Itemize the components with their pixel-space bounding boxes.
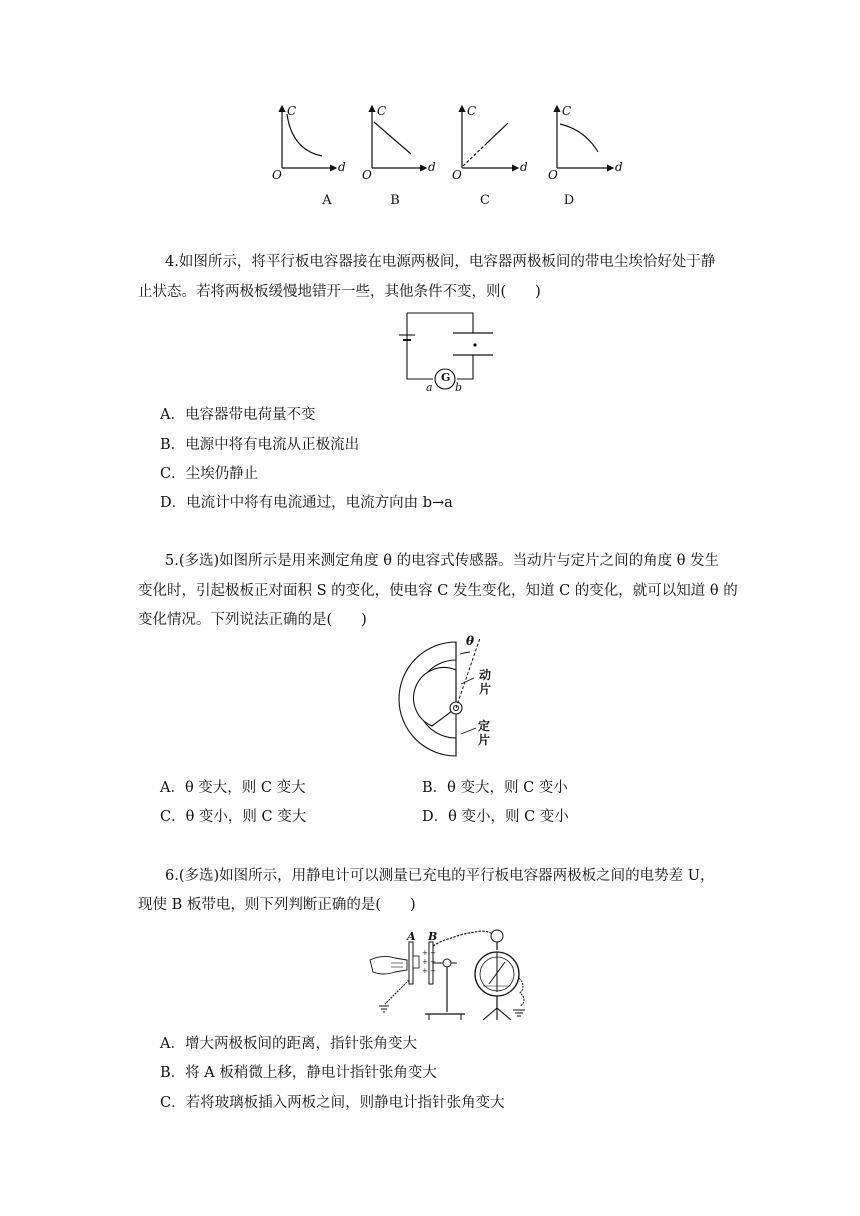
q5-sensor-figure [398, 634, 508, 764]
q6-stem-line-1: 6.(多选)如图所示，用静电计可以测量已充电的平行板电容器两极板之间的电势差 U， [165, 868, 715, 884]
graph-a-origin: O [272, 168, 282, 182]
graph-b-y-label: C [377, 104, 387, 118]
graph-c-x-label: d [520, 160, 528, 174]
fixed-plate-label-1: 定 [478, 719, 491, 733]
q4-option-d[interactable]: D．电流计中将有电流通过，电流方向由 b→a [160, 495, 453, 511]
graph-d-origin: O [548, 168, 558, 182]
theta-label: θ [466, 634, 475, 648]
svg-text:+ +: + + [422, 949, 436, 957]
svg-text:+ +: + + [422, 967, 436, 975]
graph-b-x-label: d [428, 160, 436, 174]
galvanometer-label: G [441, 371, 451, 384]
q4-stem-line-2: 止状态。若将两极板缓慢地错开一些，其他条件不变，则( ) [138, 284, 541, 300]
q6-option-b[interactable]: B．将 A 板稍微上移，静电计指针张角变大 [160, 1065, 437, 1081]
graph-d-y-label: C [562, 104, 572, 118]
plate-b-label: B [428, 930, 438, 943]
q5-stem-line-3: 变化情况。下列说法正确的是( ) [138, 612, 367, 628]
graph-a-x-label: d [338, 160, 346, 174]
q6-electrometer-figure [365, 922, 540, 1026]
graph-label-a: A [322, 193, 332, 208]
svg-text:+ +: + + [422, 958, 436, 966]
q5-stem-line-1: 5.(多选)如图所示是用来测定角度 θ 的电容式传感器。当动片与定片之间的角度 θ 发生 [165, 553, 720, 569]
q5-option-d[interactable]: D．θ 变小，则 C 变小 [422, 809, 569, 825]
q5-option-b[interactable]: B．θ 变大，则 C 变小 [422, 780, 568, 796]
graph-c-y-label: C [467, 104, 477, 118]
q4-option-b[interactable]: B．电源中将有电流从正极流出 [160, 437, 360, 453]
graph-label-c: C [480, 193, 490, 208]
graph-a-y-label: C [287, 104, 297, 118]
q5-option-a[interactable]: A．θ 变大，则 C 变大 [160, 780, 306, 796]
q6-option-c[interactable]: C．若将玻璃板插入两板之间，则静电计指针张角变大 [160, 1095, 505, 1111]
q6-stem-line-2: 现使 B 板带电，则下列判断正确的是( ) [138, 897, 416, 913]
q4-option-c[interactable]: C．尘埃仍静止 [160, 466, 259, 482]
fixed-plate-label-2: 片 [478, 733, 491, 747]
q5-option-c[interactable]: C．θ 变小，则 C 变大 [160, 809, 307, 825]
terminal-b-label: b [455, 381, 463, 394]
moving-plate-label-2: 片 [479, 682, 492, 696]
graph-c-origin: O [452, 168, 462, 182]
plate-a-label: A [407, 930, 416, 943]
terminal-a-label: a [426, 381, 433, 394]
graph-b-origin: O [362, 168, 372, 182]
q5-stem-line-2: 变化时，引起极板正对面积 S 的变化，使电容 C 发生变化，知道 C 的变化，就可以知道 θ 的 [138, 583, 738, 599]
graph-label-d: D [563, 193, 575, 208]
q4-stem-line-1: 4.如图所示，将平行板电容器接在电源两极间，电容器两极板间的带电尘埃恰好处于静 [165, 254, 716, 270]
q4-option-a[interactable]: A．电容器带电荷量不变 [160, 407, 316, 423]
graph-label-b: B [390, 193, 400, 208]
moving-plate-label-1: 动 [479, 668, 492, 682]
cd-graphs-figure [260, 100, 630, 185]
graph-d-x-label: d [615, 160, 623, 174]
q6-option-a[interactable]: A．增大两极板间的距离，指针张角变大 [160, 1036, 417, 1052]
